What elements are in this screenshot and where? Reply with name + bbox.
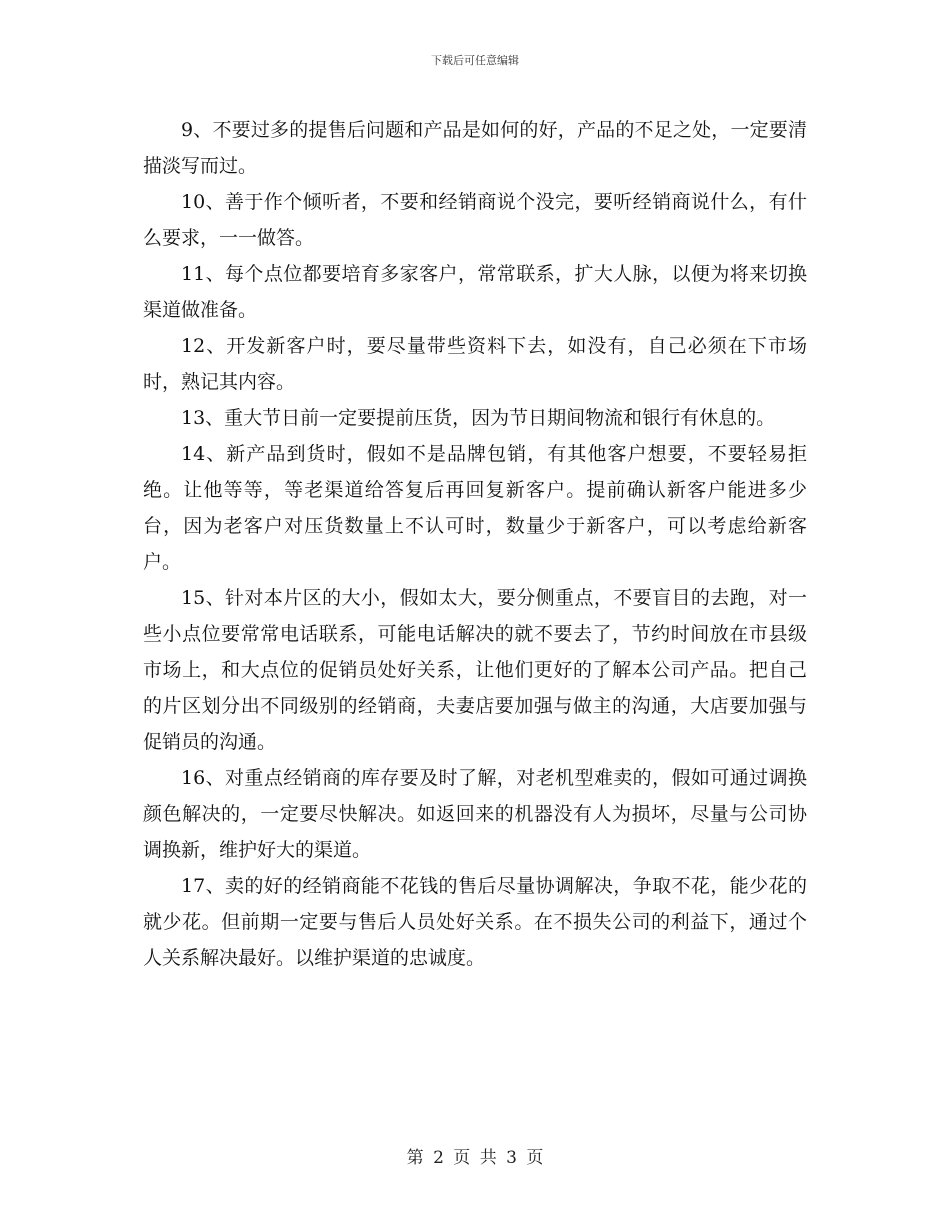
- paragraph-9: 9、不要过多的提售后问题和产品是如何的好，产品的不足之处，一定要清描淡写而过。: [143, 119, 807, 177]
- page-header-note: 下载后可任意编辑: [431, 54, 519, 67]
- paragraph-16: 16、对重点经销商的库存要及时了解，对老机型难卖的，假如可通过调换颜色解决的，一定要尽快解决。如返回来的机器没有人为损坏，尽量与公司协调换新，维护好大的渠道。: [143, 767, 807, 861]
- paragraph-17: 17、卖的好的经销商能不花钱的售后尽量协调解决，争取不花，能少花的就少花。但前期一定要与售后人员处好关系。在不损失公司的利益下，通过个人关系解决最好。以维护渠道的忠诚度。: [143, 875, 807, 969]
- paragraph-14: 14、新产品到货时，假如不是品牌包销，有其他客户想要，不要轻易拒绝。让他等等，等老渠道给答复后再回复新客户。提前确认新客户能进多少台，因为老客户对压货数量上不认可时，数量少于新客户，可以考虑给新客户。: [143, 443, 807, 573]
- paragraph-11: 11、每个点位都要培育多家客户，常常联系，扩大人脉，以便为将来切换渠道做准备。: [143, 263, 807, 321]
- paragraph-13: 13、重大节日前一定要提前压货，因为节日期间物流和银行有休息的。: [181, 407, 776, 429]
- document-body: [143, 112, 807, 976]
- page-number-footer: 第 2 页 共 3 页: [406, 1148, 544, 1168]
- paragraph-10: 10、善于作个倾听者，不要和经销商说个没完，要听经销商说什么，有什么要求，一一做答。: [143, 191, 807, 249]
- paragraph-15: 15、针对本片区的大小，假如太大，要分侧重点，不要盲目的去跑，对一些小点位要常常电话联系，可能电话解决的就不要去了，节约时间放在市县级市场上，和大点位的促销员处好关系，让他们更好的了解本公司产品。把自己的片区划分出不同级别的经销商，夫妻店要加强与做主的沟通，大店要加强与促销员的沟通。: [143, 587, 807, 753]
- paragraph-12: 12、开发新客户时，要尽量带些资料下去，如没有，自己必须在下市场时，熟记其内容。: [143, 335, 807, 393]
